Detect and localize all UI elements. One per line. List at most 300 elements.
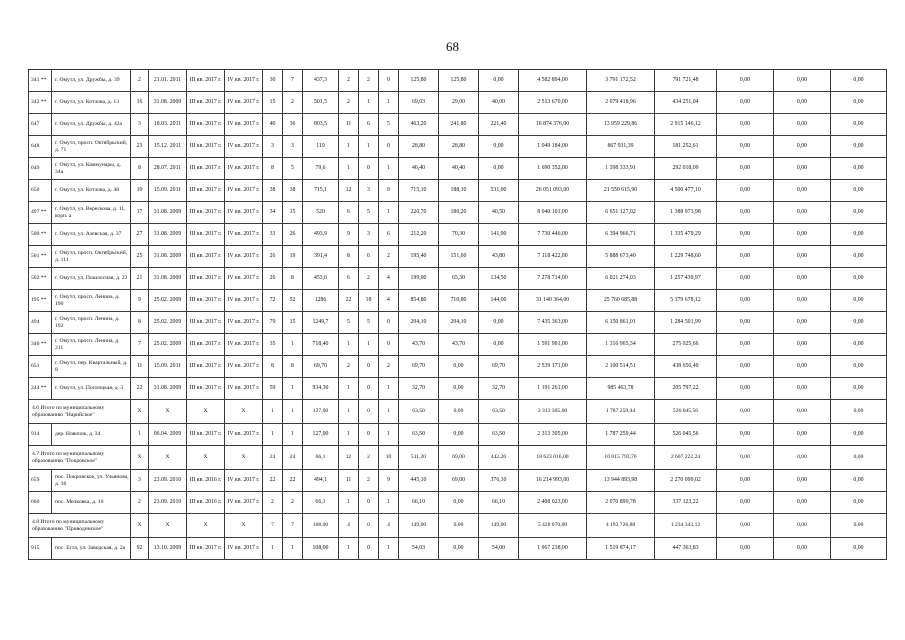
- value-cell: 0,00: [774, 92, 831, 114]
- value-cell: 17: [131, 202, 149, 224]
- value-cell: 2 539 171,00: [519, 356, 587, 378]
- value-cell: 0,00: [439, 492, 479, 514]
- value-cell: 15: [263, 92, 283, 114]
- value-cell: IV кв. 2017 г.: [225, 356, 263, 378]
- row-number-cell: 244 **: [29, 378, 52, 400]
- value-cell: 2 408 023,00: [519, 492, 587, 514]
- value-cell: 63,50: [479, 400, 519, 424]
- value-cell: 1249,7: [303, 312, 339, 334]
- value-cell: 1 690 352,00: [519, 158, 587, 180]
- value-cell: 1: [379, 202, 399, 224]
- value-cell: 0,00: [717, 538, 774, 560]
- address-cell: дер. Новочок, д. 34: [52, 424, 131, 446]
- value-cell: 180,20: [439, 202, 479, 224]
- value-cell: 2 100 514,51: [587, 356, 655, 378]
- value-cell: 1 257 439,97: [655, 268, 717, 290]
- value-cell: 31.08. 2009: [149, 268, 187, 290]
- subtotal-label: 4.8 Итого по муниципальному образованию "Приводинское": [29, 514, 131, 538]
- table-row: [29, 424, 887, 446]
- value-cell: 26 051 093,00: [519, 180, 587, 202]
- value-cell: 1 229 748,60: [655, 246, 717, 268]
- value-cell: 1: [339, 158, 359, 180]
- value-cell: 15.09. 2011: [149, 356, 187, 378]
- value-cell: 18 623 016,00: [519, 446, 587, 470]
- value-cell: 1 398 333,91: [587, 158, 655, 180]
- value-cell: 3: [131, 114, 149, 136]
- value-cell: 0: [359, 378, 379, 400]
- value-cell: 69,00: [439, 446, 479, 470]
- value-cell: 21: [131, 268, 149, 290]
- row-number-cell: 502 **: [29, 268, 52, 290]
- value-cell: 1: [359, 334, 379, 356]
- value-cell: 2: [379, 356, 399, 378]
- row-number-cell: 342 **: [29, 92, 52, 114]
- address-cell: г. Омутл, просп. Ленина, д. 190: [52, 290, 131, 312]
- value-cell: 66,1: [303, 446, 339, 470]
- page-number: 68: [446, 39, 459, 54]
- value-cell: IV кв. 2017 г.: [225, 424, 263, 446]
- subtotal-label: 4.7 Итого по муниципальному образованию "Покровское": [29, 446, 131, 470]
- value-cell: 0,00: [831, 202, 887, 224]
- subtotal-row: [29, 400, 887, 424]
- value-cell: 0,00: [717, 446, 774, 470]
- value-cell: 1 967 238,00: [519, 538, 587, 560]
- value-cell: 5: [339, 312, 359, 334]
- value-cell: IV кв. 2017 г.: [225, 492, 263, 514]
- value-cell: 438 656,49: [655, 356, 717, 378]
- value-cell: 0,00: [831, 224, 887, 246]
- value-cell: 25.02. 2009: [149, 334, 187, 356]
- value-cell: 0: [379, 70, 399, 92]
- value-cell: 437,3: [303, 70, 339, 92]
- value-cell: 2: [283, 492, 303, 514]
- value-cell: 511,20: [399, 446, 439, 470]
- value-cell: 0,00: [774, 400, 831, 424]
- value-cell: 8: [263, 356, 283, 378]
- value-cell: IV кв. 2017 г.: [225, 312, 263, 334]
- value-cell: 3: [359, 224, 379, 246]
- value-cell: 7 278 714,00: [519, 268, 587, 290]
- value-cell: X: [131, 514, 149, 538]
- value-cell: 2: [359, 470, 379, 492]
- row-number-cell: 500 **: [29, 224, 52, 246]
- value-cell: 9: [379, 470, 399, 492]
- value-cell: 715,10: [399, 180, 439, 202]
- value-cell: 69,03: [399, 92, 439, 114]
- value-cell: 0,00: [831, 114, 887, 136]
- value-cell: 0,00: [774, 290, 831, 312]
- value-cell: 442,20: [479, 446, 519, 470]
- value-cell: 33: [263, 224, 283, 246]
- value-cell: IV кв. 2017 г.: [225, 470, 263, 492]
- value-cell: 1: [359, 136, 379, 158]
- value-cell: 0,00: [831, 312, 887, 334]
- value-cell: 79,6: [303, 158, 339, 180]
- value-cell: 803,5: [303, 114, 339, 136]
- value-cell: 0,00: [774, 356, 831, 378]
- value-cell: 26: [283, 224, 303, 246]
- value-cell: 445,10: [399, 470, 439, 492]
- value-cell: 181 252,61: [655, 136, 717, 158]
- value-cell: 1: [339, 136, 359, 158]
- value-cell: 9: [339, 224, 359, 246]
- value-cell: 715,1: [303, 180, 339, 202]
- value-cell: 3: [283, 136, 303, 158]
- value-cell: 23.09. 2010: [149, 470, 187, 492]
- value-cell: 0,00: [774, 180, 831, 202]
- value-cell: III кв. 2017 г.: [187, 136, 225, 158]
- value-cell: 3: [263, 136, 283, 158]
- value-cell: 4: [379, 514, 399, 538]
- value-cell: 1 388 973,98: [655, 202, 717, 224]
- value-cell: III кв. 2017 г.: [187, 202, 225, 224]
- value-cell: 1 787 259,44: [587, 400, 655, 424]
- value-cell: 13.10. 2009: [149, 538, 187, 560]
- value-cell: 0,00: [717, 136, 774, 158]
- address-cell: г. Омутл, просп. Ленина, д. 192: [52, 312, 131, 334]
- value-cell: 0,00: [831, 538, 887, 560]
- row-number-cell: 341 **: [29, 70, 52, 92]
- value-cell: 1: [379, 92, 399, 114]
- value-cell: III кв. 2017 г.: [187, 92, 225, 114]
- value-cell: IV кв. 2017 г.: [225, 158, 263, 180]
- value-cell: 5: [359, 202, 379, 224]
- value-cell: 6 021 274,03: [587, 268, 655, 290]
- value-cell: X: [149, 400, 187, 424]
- row-number-cell: 659: [29, 470, 52, 492]
- value-cell: 1: [283, 400, 303, 424]
- value-cell: 204,10: [439, 312, 479, 334]
- value-cell: 1 191 261,00: [519, 378, 587, 400]
- address-cell: г. Омутл, ул. Азевская, д. 37: [52, 224, 131, 246]
- table-row: [29, 470, 887, 492]
- value-cell: 0,00: [717, 470, 774, 492]
- value-cell: 7: [131, 334, 149, 356]
- value-cell: 26: [263, 246, 283, 268]
- table-row: [29, 202, 887, 224]
- value-cell: 22: [339, 290, 359, 312]
- value-cell: 494,1: [303, 470, 339, 492]
- value-cell: 0,00: [717, 514, 774, 538]
- value-cell: 72: [263, 290, 283, 312]
- register-body: [29, 70, 887, 560]
- value-cell: 0,00: [831, 492, 887, 514]
- value-cell: 1: [263, 400, 283, 424]
- value-cell: 0,00: [717, 202, 774, 224]
- value-cell: 0,00: [831, 424, 887, 446]
- value-cell: III кв. 2017 г.: [187, 334, 225, 356]
- value-cell: 31.08. 2009: [149, 92, 187, 114]
- value-cell: 18.03. 2011: [149, 114, 187, 136]
- value-cell: 1: [263, 538, 283, 560]
- value-cell: 15.12. 2011: [149, 136, 187, 158]
- value-cell: 0,00: [774, 470, 831, 492]
- value-cell: 127,00: [303, 400, 339, 424]
- value-cell: 18: [359, 290, 379, 312]
- value-cell: 15: [283, 312, 303, 334]
- value-cell: 52: [283, 290, 303, 312]
- value-cell: 40: [263, 114, 283, 136]
- value-cell: 40,50: [479, 202, 519, 224]
- value-cell: IV кв. 2017 г.: [225, 92, 263, 114]
- value-cell: 526 045,56: [655, 400, 717, 424]
- value-cell: 8: [131, 158, 149, 180]
- table-row: [29, 334, 887, 356]
- row-number-cell: 648: [29, 136, 52, 158]
- value-cell: 6: [359, 114, 379, 136]
- value-cell: 125,80: [439, 70, 479, 92]
- value-cell: 28,80: [439, 136, 479, 158]
- value-cell: 10: [131, 180, 149, 202]
- value-cell: 7: [283, 70, 303, 92]
- value-cell: 125,80: [399, 70, 439, 92]
- value-cell: 54,03: [399, 538, 439, 560]
- value-cell: III кв. 2016 г.: [187, 470, 225, 492]
- value-cell: 19: [283, 246, 303, 268]
- value-cell: 0,00: [774, 538, 831, 560]
- value-cell: 28.07. 2011: [149, 158, 187, 180]
- value-cell: 0,00: [479, 70, 519, 92]
- value-cell: 9: [131, 290, 149, 312]
- value-cell: 10: [379, 446, 399, 470]
- address-cell: г. Омутл, пер. Квартальный, д. 8: [52, 356, 131, 378]
- value-cell: 447 363,83: [655, 538, 717, 560]
- value-cell: 8 040 101,00: [519, 202, 587, 224]
- table-row: [29, 356, 887, 378]
- value-cell: 2 313 305,00: [519, 424, 587, 446]
- value-cell: 0,00: [774, 136, 831, 158]
- value-cell: 0,00: [831, 92, 887, 114]
- table-row: [29, 312, 887, 334]
- value-cell: 2 513 670,00: [519, 92, 587, 114]
- value-cell: 36: [283, 114, 303, 136]
- value-cell: 0,00: [774, 492, 831, 514]
- value-cell: 934,30: [303, 378, 339, 400]
- value-cell: 1: [339, 492, 359, 514]
- value-cell: 337 123,22: [655, 492, 717, 514]
- value-cell: 1: [283, 334, 303, 356]
- value-cell: 1: [131, 424, 149, 446]
- value-cell: 43,80: [479, 246, 519, 268]
- value-cell: 0,00: [717, 92, 774, 114]
- value-cell: 38: [283, 180, 303, 202]
- value-cell: 1: [379, 400, 399, 424]
- value-cell: 0,00: [479, 312, 519, 334]
- value-cell: 6: [339, 202, 359, 224]
- value-cell: III кв. 2017 г.: [187, 224, 225, 246]
- value-cell: 54,00: [479, 538, 519, 560]
- value-cell: X: [131, 446, 149, 470]
- value-cell: 31.08. 2009: [149, 202, 187, 224]
- value-cell: 63,50: [399, 400, 439, 424]
- value-cell: 2: [359, 268, 379, 290]
- value-cell: 35: [263, 334, 283, 356]
- value-cell: 1: [379, 492, 399, 514]
- value-cell: 28,80: [399, 136, 439, 158]
- value-cell: IV кв. 2017 г.: [225, 136, 263, 158]
- value-cell: 06.04. 2009: [149, 424, 187, 446]
- value-cell: 11: [339, 114, 359, 136]
- row-number-cell: 915: [29, 538, 52, 560]
- value-cell: 0,00: [831, 470, 887, 492]
- value-cell: 43,70: [439, 334, 479, 356]
- value-cell: 188,10: [439, 180, 479, 202]
- value-cell: 40,40: [439, 158, 479, 180]
- value-cell: 4: [379, 268, 399, 290]
- value-cell: 0,00: [774, 312, 831, 334]
- value-cell: 6 394 966,71: [587, 224, 655, 246]
- value-cell: 526 045,56: [655, 424, 717, 446]
- value-cell: 0,00: [717, 334, 774, 356]
- value-cell: 8: [263, 158, 283, 180]
- value-cell: 0,00: [831, 70, 887, 92]
- subtotal-row: [29, 514, 887, 538]
- value-cell: 69,70: [479, 356, 519, 378]
- value-cell: 141,90: [479, 224, 519, 246]
- value-cell: III кв. 2017 г.: [187, 180, 225, 202]
- value-cell: 0,00: [717, 378, 774, 400]
- value-cell: 2 313 305,00: [519, 400, 587, 424]
- value-cell: 0: [379, 334, 399, 356]
- resettlement-register-table: [28, 69, 887, 560]
- address-cell: пос. Егта, ул. Заводская, д. 2а: [52, 538, 131, 560]
- value-cell: 292 018,09: [655, 158, 717, 180]
- value-cell: X: [149, 446, 187, 470]
- value-cell: 1 049 184,00: [519, 136, 587, 158]
- value-cell: 12: [339, 446, 359, 470]
- value-cell: 1 234 343,12: [655, 514, 717, 538]
- value-cell: 16 015 793,76: [587, 446, 655, 470]
- address-cell: г. Омутл, ул. Котлова, д. 48: [52, 180, 131, 202]
- value-cell: 63,50: [399, 424, 439, 446]
- value-cell: 0: [359, 356, 379, 378]
- table-row: [29, 114, 887, 136]
- value-cell: 2: [283, 92, 303, 114]
- row-number-cell: 647: [29, 114, 52, 136]
- address-cell: г. Омутл, ул. Поплоцкая, д. 3: [52, 378, 131, 400]
- value-cell: 25.02. 2009: [149, 312, 187, 334]
- row-number-cell: 651: [29, 356, 52, 378]
- value-cell: 0,00: [774, 378, 831, 400]
- value-cell: 212,20: [399, 224, 439, 246]
- value-cell: 0,00: [831, 180, 887, 202]
- value-cell: 5: [359, 312, 379, 334]
- value-cell: 7 118 422,00: [519, 246, 587, 268]
- value-cell: 0: [379, 136, 399, 158]
- value-cell: 32,70: [479, 378, 519, 400]
- value-cell: 66,1: [303, 492, 339, 514]
- value-cell: 0: [359, 424, 379, 446]
- value-cell: 7: [283, 514, 303, 538]
- value-cell: 0,00: [774, 114, 831, 136]
- value-cell: 0,00: [831, 356, 887, 378]
- value-cell: 5 379 678,12: [655, 290, 717, 312]
- value-cell: 1 591 991,00: [519, 334, 587, 356]
- value-cell: 11: [339, 470, 359, 492]
- value-cell: 531,00: [479, 180, 519, 202]
- value-cell: IV кв. 2017 г.: [225, 70, 263, 92]
- value-cell: 1: [379, 538, 399, 560]
- value-cell: 23.09. 2010: [149, 492, 187, 514]
- value-cell: 0,00: [717, 70, 774, 92]
- subtotal-label: 4.6 Итого по муниципальному образованию "Нарийское": [29, 400, 131, 424]
- address-cell: г. Омутл, просп. Октябрьский, д. 71: [52, 136, 131, 158]
- value-cell: 7 730 446,00: [519, 224, 587, 246]
- value-cell: 1: [283, 378, 303, 400]
- address-cell: г. Омутл, ул. Дружбы, д. 39: [52, 70, 131, 92]
- value-cell: 63,50: [479, 424, 519, 446]
- value-cell: X: [187, 446, 225, 470]
- value-cell: 3 791 172,52: [587, 70, 655, 92]
- value-cell: IV кв. 2017 г.: [225, 268, 263, 290]
- value-cell: IV кв. 2017 г.: [225, 378, 263, 400]
- value-cell: 0,00: [831, 268, 887, 290]
- value-cell: 2 270 099,02: [655, 470, 717, 492]
- value-cell: 31.08. 2009: [149, 378, 187, 400]
- value-cell: 0,00: [774, 446, 831, 470]
- value-cell: 2: [131, 492, 149, 514]
- value-cell: 16 214 993,00: [519, 470, 587, 492]
- value-cell: IV кв. 2017 г.: [225, 538, 263, 560]
- value-cell: 718,40: [303, 334, 339, 356]
- value-cell: 2: [379, 246, 399, 268]
- value-cell: 0,00: [439, 424, 479, 446]
- value-cell: 6: [339, 268, 359, 290]
- value-cell: 0: [359, 400, 379, 424]
- value-cell: 8: [339, 246, 359, 268]
- row-number-cell: 660: [29, 492, 52, 514]
- address-cell: г. Омутл, ул. Котлова, д. 13: [52, 92, 131, 114]
- value-cell: 13 944 893,98: [587, 470, 655, 492]
- value-cell: 0,00: [831, 158, 887, 180]
- value-cell: 1: [339, 378, 359, 400]
- value-cell: 0,00: [774, 268, 831, 290]
- value-cell: IV кв. 2017 г.: [225, 180, 263, 202]
- value-cell: 5 428 070,00: [519, 514, 587, 538]
- value-cell: 0: [359, 538, 379, 560]
- value-cell: 4 500 477,10: [655, 180, 717, 202]
- value-cell: 985 463,78: [587, 378, 655, 400]
- value-cell: X: [225, 400, 263, 424]
- value-cell: 0,00: [479, 334, 519, 356]
- value-cell: 0,00: [831, 246, 887, 268]
- value-cell: 4 582 894,00: [519, 70, 587, 92]
- value-cell: 1: [379, 158, 399, 180]
- value-cell: III кв. 2017 г.: [187, 246, 225, 268]
- value-cell: 38: [263, 180, 283, 202]
- value-cell: 1: [339, 400, 359, 424]
- row-number-cell: 195 **: [29, 290, 52, 312]
- value-cell: 501,5: [303, 92, 339, 114]
- value-cell: 5: [379, 114, 399, 136]
- table-row: [29, 538, 887, 560]
- value-cell: 453,6: [303, 268, 339, 290]
- address-cell: г. Омутл, просп. Октябрьский, д. 111: [52, 246, 131, 268]
- value-cell: X: [131, 400, 149, 424]
- table-row: [29, 70, 887, 92]
- value-cell: 4: [379, 290, 399, 312]
- value-cell: 5 888 673,40: [587, 246, 655, 268]
- value-cell: 0,00: [439, 378, 479, 400]
- value-cell: 3: [131, 470, 149, 492]
- table-row: [29, 378, 887, 400]
- value-cell: 0,00: [479, 158, 519, 180]
- value-cell: 8: [283, 356, 303, 378]
- value-cell: 4: [339, 514, 359, 538]
- row-number-cell: 501 **: [29, 246, 52, 268]
- value-cell: 43,70: [399, 334, 439, 356]
- value-cell: 0,00: [831, 400, 887, 424]
